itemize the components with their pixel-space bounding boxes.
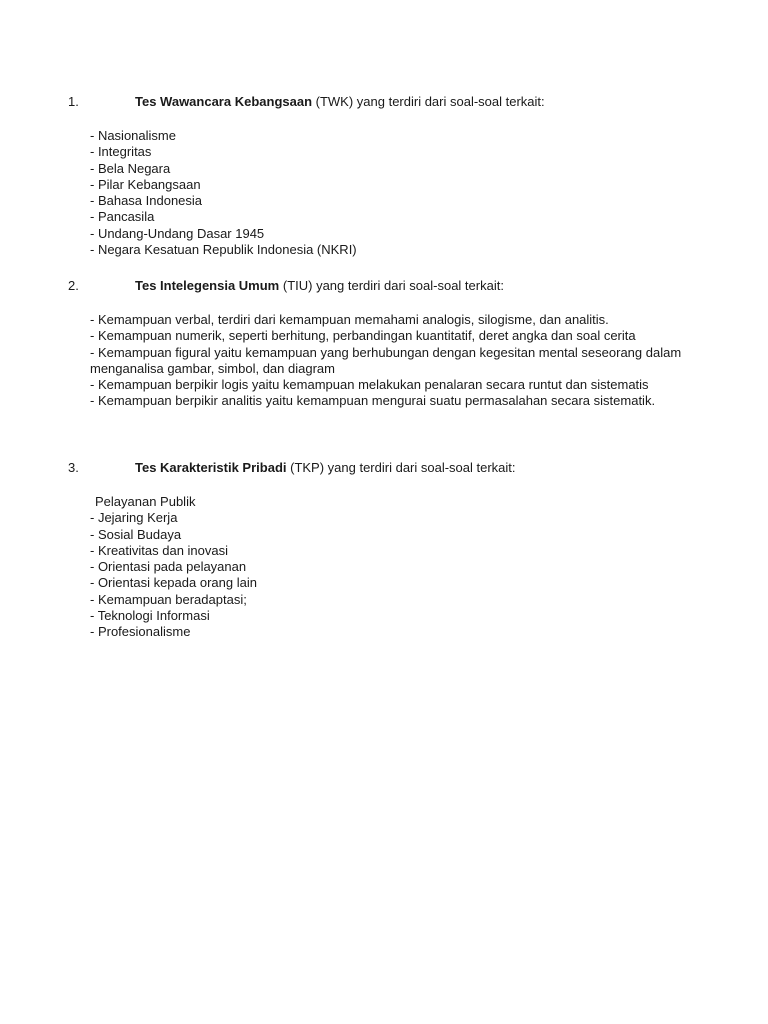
section-number: 1. [68,94,79,109]
topic-list [90,494,690,641]
list-item: - Jejaring Kerja [90,510,178,526]
section-number: 2. [68,278,79,293]
list-item: - Orientasi pada pelayanan [90,559,247,575]
section-title: Tes Wawancara Kebangsaan [135,94,313,109]
list-item: - Negara Kesatuan Republik Indonesia (NKRI) [90,242,357,258]
section-subtitle: (TWK) yang terdiri dari soal-soal terkait: [312,94,545,109]
list-item: - Undang-Undang Dasar 1945 [90,225,265,241]
list-item: - Sosial Budaya [90,526,182,542]
topic-list [90,128,690,258]
list-item: - Bahasa Indonesia [90,193,203,209]
list-item: - Nasionalisme [90,128,176,143]
list-item: - Kemampuan numerik, seperti berhitung, perbandingan kuantitatif, deret angka dan soal cerita [90,328,636,344]
list-item: - Integritas [90,144,152,160]
list-item: - Kemampuan berpikir analitis yaitu kemampuan mengurai suatu permasalahan secara sistematik. [90,393,656,409]
section-subtitle: (TIU) yang terdiri dari soal-soal terkait: [279,278,504,293]
section-twk [0,94,768,258]
section-title: Tes Intelegensia Umum [135,278,280,293]
section-heading [0,94,768,111]
list-item: - Teknologi Informasi [90,608,210,624]
list-item: - Pilar Kebangsaan [90,176,201,192]
list-item: - Profesionalisme [90,624,191,640]
topic-list [90,312,690,410]
section-title-line [135,278,504,294]
list-item: - Kreativitas dan inovasi [90,542,229,558]
list-item: - Kemampuan verbal, terdiri dari kemampuan memahami analogis, silogisme, dan analitis. [90,312,609,327]
list-item: - Pancasila [90,209,155,225]
section-number: 3. [68,460,79,475]
list-item: Pelayanan Publik [95,494,196,509]
section-title: Tes Karakteristik Pribadi [135,460,287,475]
section-heading [0,278,768,295]
section-title-line [135,460,516,476]
list-item: - Bela Negara [90,160,171,176]
list-item: - Kemampuan beradaptasi; [90,591,247,607]
section-title-line [135,94,545,110]
section-tkp [0,460,768,640]
section-tiu [0,278,768,409]
section-heading [0,460,768,477]
list-item: - Kemampuan berpikir logis yaitu kemampuan melakukan penalaran secara runtut dan sistematis [90,377,649,393]
section-subtitle: (TKP) yang terdiri dari soal-soal terkait: [286,460,516,475]
list-item: - Orientasi kepada orang lain [90,575,257,591]
list-item: - Kemampuan figural yaitu kemampuan yang berhubungan dengan kegesitan mental seseorang dalam menganalisa gambar, simbol, dan diagram [90,344,682,376]
